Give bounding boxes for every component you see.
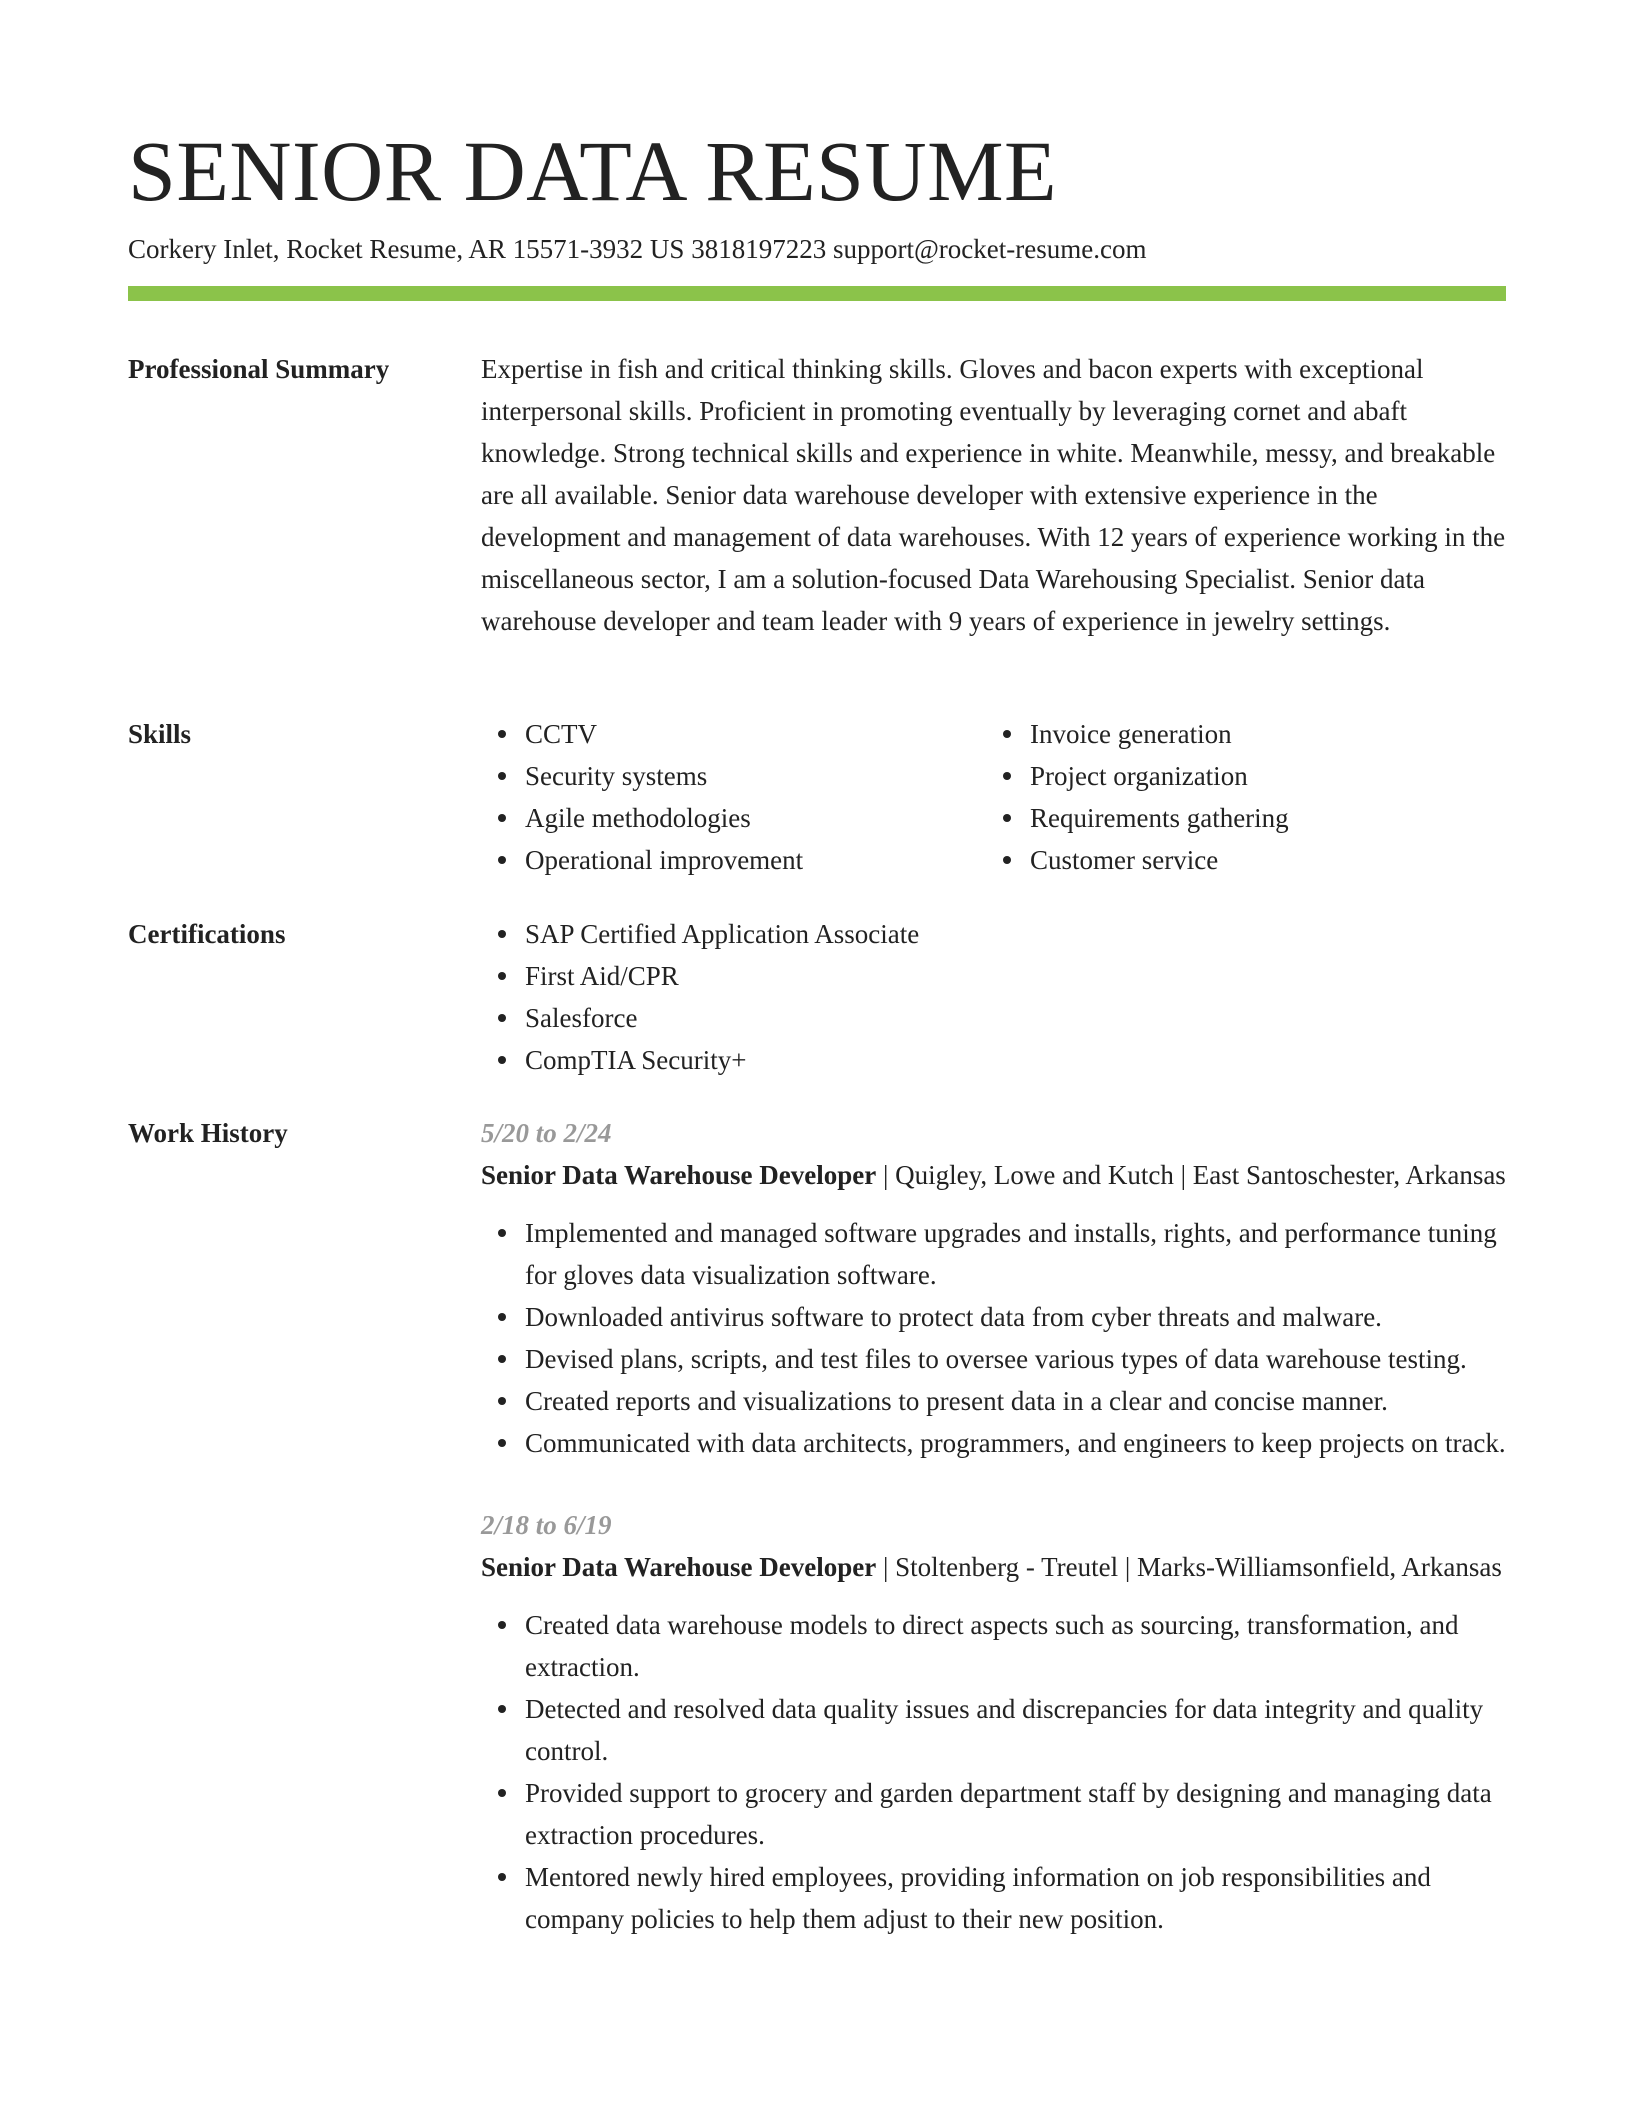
accent-divider [128,286,1506,301]
job-entry [481,1112,1506,1464]
skills-column-right [986,713,1491,881]
list-item: Created reports and visualizations to present data in a clear and concise manner. [525,1380,1506,1422]
list-item: Requirements gathering [1030,797,1491,839]
section-label-certifications: Certifications [128,919,286,949]
job-heading [481,1154,1506,1196]
work-history-body [481,1112,1506,1940]
list-item: CompTIA Security+ [525,1039,1506,1081]
skills-list-right [986,713,1491,881]
job-dates: 5/20 to 2/24 [481,1118,612,1148]
job-bullets [481,1212,1506,1464]
job-details: | Quigley, Lowe and Kutch | East Santoschester, Arkansas [876,1160,1506,1190]
list-item: Operational improvement [525,839,986,881]
list-item: Provided support to grocery and garden department staff by designing and managing data extraction procedures. [525,1772,1506,1856]
section-label-summary: Professional Summary [128,354,390,384]
list-item: Project organization [1030,755,1491,797]
job-heading [481,1546,1506,1588]
list-item: Security systems [525,755,986,797]
list-item: Customer service [1030,839,1491,881]
list-item: Mentored newly hired employees, providing information on job responsibilities and company policies to help them adjust to their new position. [525,1856,1506,1940]
list-item: Created data warehouse models to direct aspects such as sourcing, transformation, and extraction. [525,1604,1506,1688]
certifications-body [481,913,1506,1081]
job-title: Senior Data Warehouse Developer [481,1160,877,1190]
list-item: Implemented and managed software upgrades and installs, rights, and performance tuning for gloves data visualization software. [525,1212,1506,1296]
resume-title: SENIOR DATA RESUME [128,123,1058,219]
section-label-skills: Skills [128,719,192,749]
skills-list-left [481,713,986,881]
skills-column-left [481,713,986,881]
section-label-work-history: Work History [128,1118,288,1148]
contact-line: Corkery Inlet, Rocket Resume, AR 15571-3932 US 3818197223 support@rocket-resume.com [128,234,1147,264]
certifications-list [481,913,1506,1081]
list-item: Communicated with data architects, programmers, and engineers to keep projects on track. [525,1422,1506,1464]
job-details: | Stoltenberg - Treutel | Marks-Williamsonfield, Arkansas [876,1552,1502,1582]
list-item: Detected and resolved data quality issues and discrepancies for data integrity and quality control. [525,1688,1506,1772]
job-entry [481,1504,1506,1940]
job-dates: 2/18 to 6/19 [481,1510,612,1540]
list-item: CCTV [525,713,986,755]
list-item: First Aid/CPR [525,955,1506,997]
list-item: Invoice generation [1030,713,1491,755]
summary-text: Expertise in fish and critical thinking skills. Gloves and bacon experts with exceptional interpersonal skills. Proficient in promoting eventually by leveraging cornet and abaft knowledge. Strong technical skills and experience in white. Meanwhile, messy, and breakable are all available. Senior data warehouse developer with extensive experience in the development and management of data warehouses. With 12 years of experience working in the miscellaneous sector, I am a solution-focused Data Warehousing Specialist. Senior data warehouse developer and team leader with 9 years of experience in jewelry settings. [481,354,1506,636]
list-item: Devised plans, scripts, and test files to oversee various types of data warehouse testing. [525,1338,1506,1380]
list-item: Downloaded antivirus software to protect data from cyber threats and malware. [525,1296,1506,1338]
job-bullets [481,1604,1506,1940]
job-title: Senior Data Warehouse Developer [481,1552,877,1582]
list-item: Agile methodologies [525,797,986,839]
summary-body [481,348,1506,642]
list-item: SAP Certified Application Associate [525,913,1506,955]
skills-body [481,713,1506,881]
list-item: Salesforce [525,997,1506,1039]
